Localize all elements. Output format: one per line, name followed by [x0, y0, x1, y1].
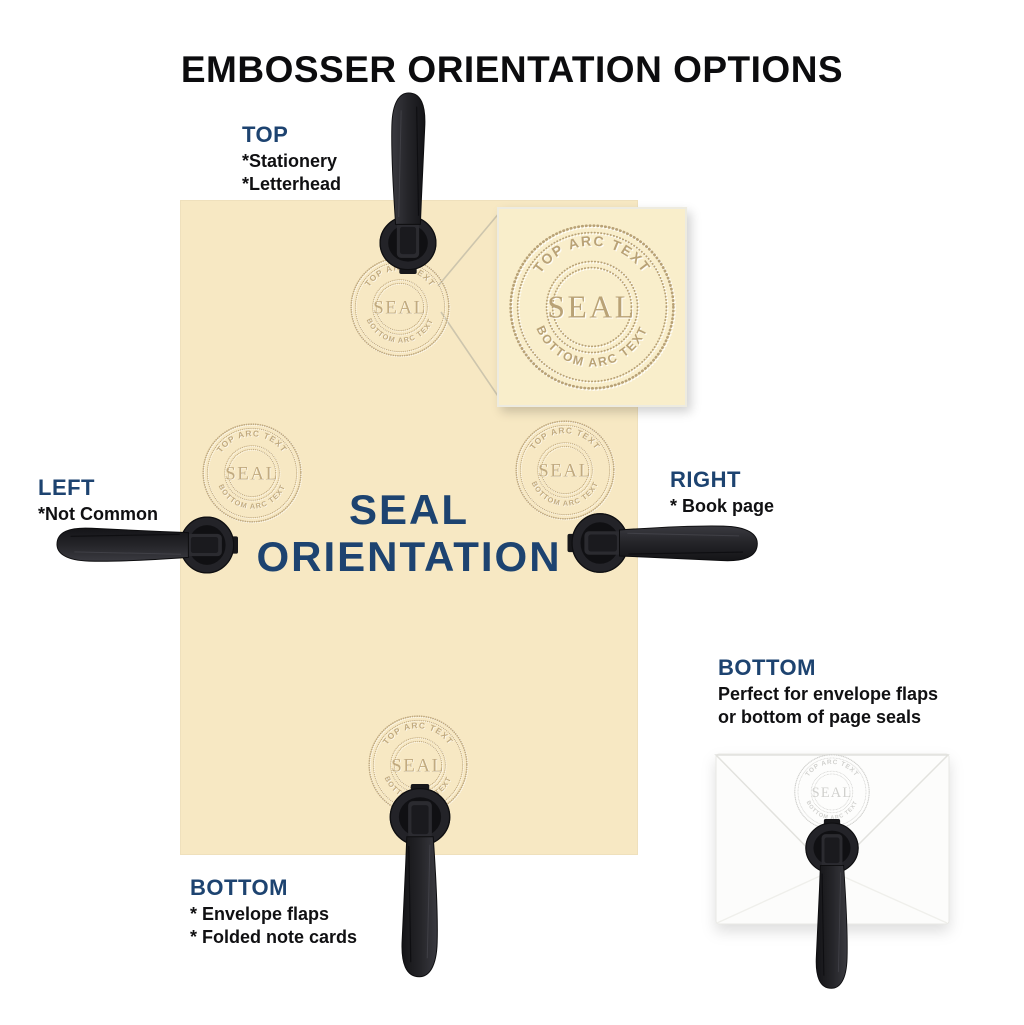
label-left-heading: LEFT: [38, 475, 95, 500]
label-top: [242, 122, 341, 197]
label-top-item-2: *Letterhead: [242, 174, 342, 195]
label-bottom-right: [718, 655, 938, 730]
page-title: EMBOSSER ORIENTATION OPTIONS: [180, 48, 844, 90]
label-right: [670, 467, 774, 518]
label-bottom-heading: BOTTOM: [190, 875, 288, 900]
label-right-heading: RIGHT: [670, 467, 741, 492]
label-top-item-1: *Stationery: [242, 151, 338, 171]
embosser-bottom: [390, 784, 451, 977]
seals-and-embossers-overlay: TOP ARC TEXT BOTTOM ARC TEXT SEAL: [0, 0, 1024, 1024]
label-left-item-1: *Not Common: [38, 504, 158, 524]
label-bottom-right-item-1: Perfect for envelope flaps: [718, 684, 939, 704]
label-left: [38, 475, 158, 526]
seal-orientation-caption: [180, 486, 638, 580]
label-bottom: [190, 875, 357, 950]
embosser-envelope: [805, 819, 858, 988]
label-bottom-item-1: * Envelope flaps: [190, 904, 330, 924]
caption-line2: ORIENTATION: [256, 533, 562, 581]
label-bottom-item-2: * Folded note cards: [190, 927, 358, 948]
label-bottom-right-heading: BOTTOM: [718, 655, 816, 680]
seal-impression-inset-zoomed: [511, 226, 675, 390]
embosser-top: [379, 93, 436, 274]
label-top-heading: TOP: [242, 122, 289, 147]
caption-line1: SEAL: [348, 486, 469, 533]
label-right-item-1: * Book page: [670, 496, 775, 516]
label-bottom-right-item-2: or bottom of page seals: [718, 707, 922, 728]
seal-impression-envelope: [795, 755, 870, 830]
